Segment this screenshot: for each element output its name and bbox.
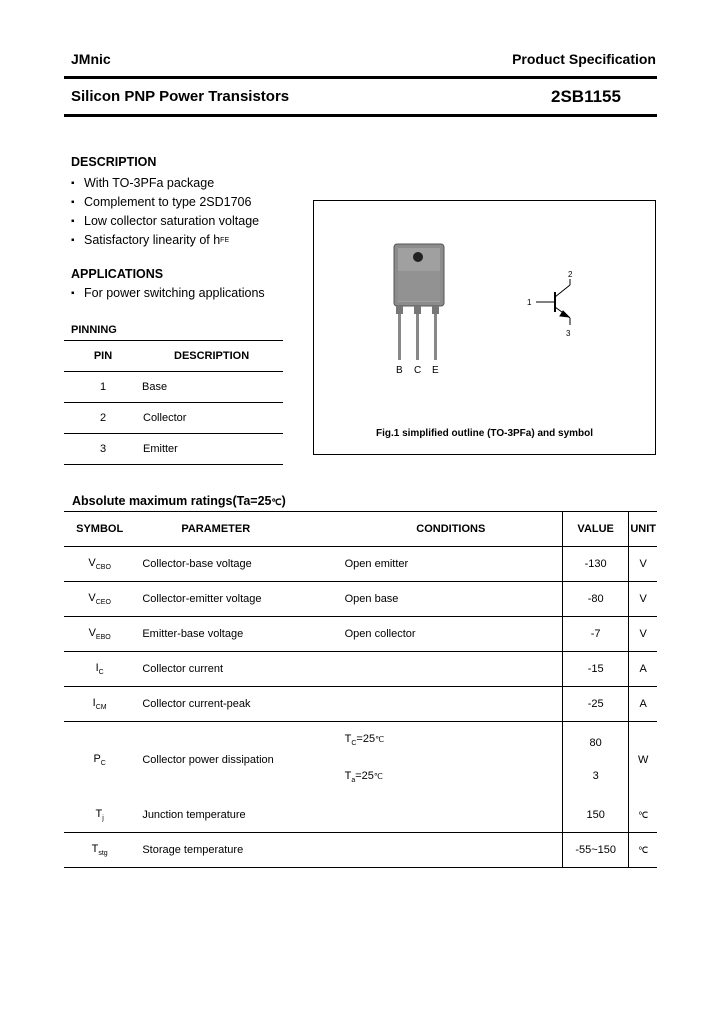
bullet-icon: ▪ bbox=[71, 216, 75, 227]
bullet-icon: ▪ bbox=[71, 287, 75, 299]
applications-heading: APPLICATIONS bbox=[71, 267, 164, 281]
table-row: 3 Emitter bbox=[64, 434, 283, 465]
lead-label-c: C bbox=[414, 365, 422, 376]
figure-box bbox=[313, 200, 656, 455]
pinning-table bbox=[64, 340, 283, 465]
table-row: $I_C$ Collector current -15 A bbox=[64, 652, 657, 687]
transistor-outline-figure bbox=[314, 201, 655, 454]
list-item: ▪ Satisfactory linearity of h FE bbox=[71, 231, 259, 250]
bullet-icon: ▪ bbox=[71, 178, 75, 189]
table-row: $T_j$ Junction temperature 150 ℃ bbox=[64, 798, 657, 833]
degree-glyph-icon: ℃ bbox=[629, 833, 657, 868]
table-row: $T_{stg}$ Storage temperature -55~150 ℃ bbox=[64, 833, 657, 868]
pnp-transistor-symbol-icon bbox=[536, 279, 570, 325]
brand-name: JMnic bbox=[71, 51, 111, 67]
package-lower bbox=[398, 271, 440, 301]
symbol-pin-3: 3 bbox=[566, 329, 571, 338]
degree-glyph-icon: ℃ bbox=[373, 772, 383, 782]
description-column-header: DESCRIPTION bbox=[142, 341, 283, 372]
figure-caption: Fig.1 simplified outline (TO-3PFa) and symbol bbox=[375, 428, 594, 439]
lead-c bbox=[416, 314, 419, 360]
ratings-heading: Absolute maximum ratings(Ta=25℃) bbox=[72, 494, 286, 508]
pc-condition-2: $T_a=25℃$ bbox=[344, 770, 383, 785]
lead-b bbox=[398, 314, 401, 360]
mounting-hole-icon bbox=[413, 252, 423, 262]
parameter-column-header: PARAMETER bbox=[135, 512, 339, 547]
conditions-column-header: CONDITIONS bbox=[340, 512, 563, 547]
symbol-column-header: SYMBOL bbox=[64, 512, 135, 547]
table-row: $P_C$ Collector power dissipation $T_C=25℃$ $T_a=25℃$ 80 3 W bbox=[64, 722, 657, 799]
table-row: 2 Collector bbox=[64, 403, 283, 434]
pinning-heading: PINNING bbox=[71, 324, 117, 336]
list-item: ▪ With TO-3PFa package bbox=[71, 174, 259, 193]
degree-glyph-icon: ℃ bbox=[271, 497, 282, 507]
pc-condition-1: $T_C=25℃$ bbox=[344, 733, 385, 748]
part-number: 2SB1155 bbox=[551, 87, 621, 106]
symbol-pin-1: 1 bbox=[527, 298, 532, 307]
product-line-title: Silicon PNP Power Transistors bbox=[71, 88, 290, 105]
ratings-table bbox=[64, 511, 657, 868]
list-item: ▪ For power switching applications bbox=[71, 286, 265, 300]
table-row: $I_{CM}$ Collector current-peak -25 A bbox=[64, 687, 657, 722]
description-heading: DESCRIPTION bbox=[71, 155, 157, 169]
lead-label-e: E bbox=[432, 365, 439, 376]
degree-glyph-icon: ℃ bbox=[629, 798, 657, 833]
bullet-icon: ▪ bbox=[71, 197, 75, 208]
pin-column-header: PIN bbox=[64, 341, 142, 372]
description-list bbox=[71, 174, 259, 250]
table-row: $V_{CEO}$ Collector-emitter voltage Open base -80 V bbox=[64, 582, 657, 617]
doc-type: Product Specification bbox=[512, 51, 656, 67]
lead-label-b: B bbox=[396, 365, 403, 376]
lead-e bbox=[434, 314, 437, 360]
symbol-pin-2: 2 bbox=[568, 270, 573, 279]
list-item: ▪ Complement to type 2SD1706 bbox=[71, 193, 259, 212]
table-row: 1 Base bbox=[64, 372, 283, 403]
title-rule bbox=[64, 114, 657, 117]
unit-column-header: UNIT bbox=[629, 512, 657, 547]
bullet-icon: ▪ bbox=[71, 235, 75, 246]
value-column-header: VALUE bbox=[562, 512, 628, 547]
table-row: $V_{EBO}$ Emitter-base voltage Open collector -7 V bbox=[64, 617, 657, 652]
list-item: ▪ Low collector saturation voltage bbox=[71, 212, 259, 231]
header-rule bbox=[64, 76, 657, 79]
table-row: $V_{CBO}$ Collector-base voltage Open emitter -130 V bbox=[64, 547, 657, 582]
degree-glyph-icon: ℃ bbox=[375, 735, 385, 744]
